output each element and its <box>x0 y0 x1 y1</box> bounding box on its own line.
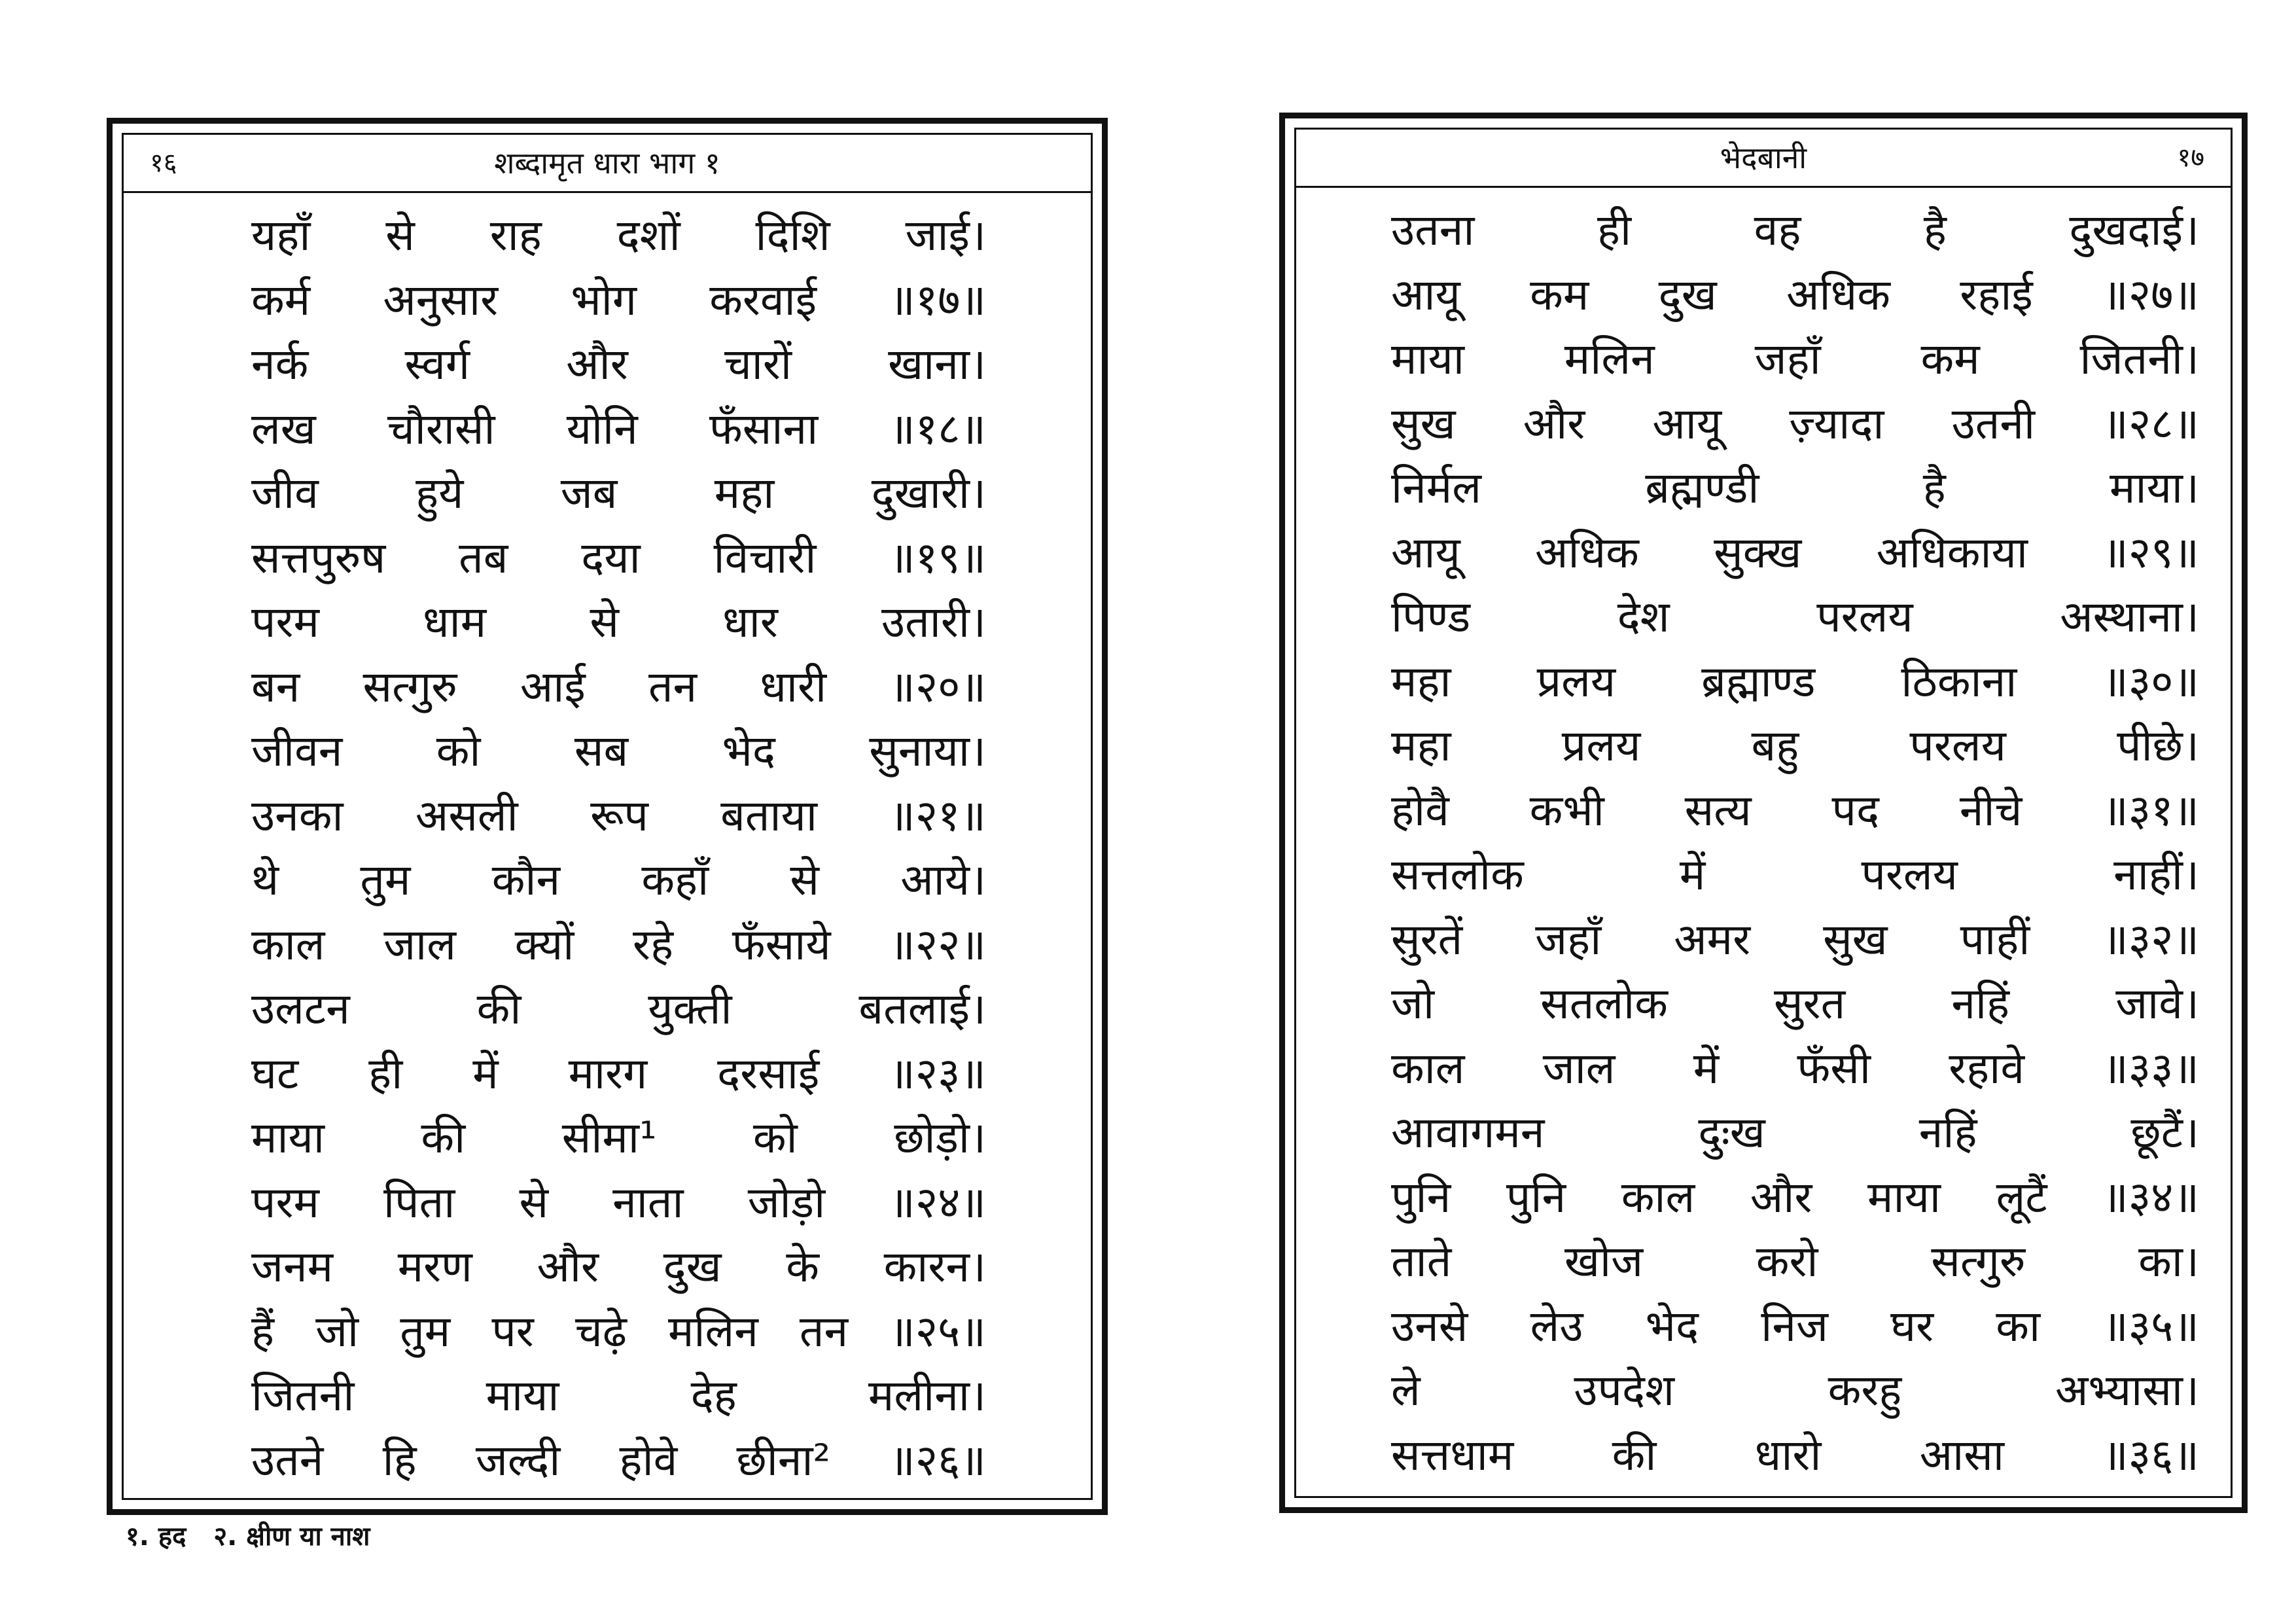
verse-word: को <box>752 1113 798 1163</box>
verse-line <box>1391 198 2199 263</box>
verse-word: मलीना। <box>868 1370 986 1421</box>
verse-word: धाम <box>423 597 487 647</box>
verse-word: आसा <box>1919 1429 2004 1480</box>
verse-line <box>1391 650 2199 715</box>
verse-word: सत्तलोक <box>1391 849 1524 900</box>
verse-line <box>1391 908 2199 972</box>
verse-word: दया <box>581 532 641 583</box>
verse-word: देह <box>690 1370 737 1421</box>
verse-word: थे <box>251 855 279 905</box>
verse-line <box>1391 1423 2199 1488</box>
verse-word: ॥२४॥ <box>889 1177 986 1228</box>
verse-word: दिशि <box>755 210 830 260</box>
left-page-number: १६ <box>150 148 177 178</box>
verse-word: नीचे <box>1959 785 2022 836</box>
verse-word: असली <box>415 790 518 841</box>
verse-word: नाहीं। <box>2113 849 2199 900</box>
verse-word: आयू <box>1391 269 1460 320</box>
verse-word: देश <box>1617 592 1670 642</box>
verse-line <box>251 1171 986 1236</box>
verse-word: कौन <box>491 855 561 905</box>
verse-word: जीव <box>251 468 319 518</box>
right-page-header <box>1296 130 2231 188</box>
verse-word: तुम <box>360 855 411 905</box>
verse-word: सत्तपुरुष <box>251 532 386 583</box>
verse-word: और <box>1750 1171 1812 1222</box>
verse-word: आयू <box>1652 398 1722 449</box>
left-verse-list <box>124 204 1091 1493</box>
verse-word: ॥३२॥ <box>2102 914 2199 965</box>
verse-word: अधिक <box>1535 527 1639 578</box>
verse-word: और <box>537 1241 599 1292</box>
verse-word: मारग <box>568 1048 648 1099</box>
verse-word: ॥२५॥ <box>889 1306 986 1357</box>
verse-word: उतारी। <box>881 597 986 647</box>
verse-word: स्वर्ग <box>404 339 470 389</box>
verse-word: उलटन <box>251 984 350 1034</box>
verse-line <box>1391 1294 2199 1359</box>
verse-word: पिण्ड <box>1391 592 1471 642</box>
verse-word: बहु <box>1751 721 1799 771</box>
verse-word: में <box>472 1048 499 1099</box>
verse-word: माया। <box>2110 463 2199 513</box>
verse-word: तन <box>648 661 698 712</box>
verse-word: आयू <box>1391 527 1460 578</box>
verse-word: खोज <box>1564 1236 1644 1287</box>
verse-word: ब्रह्माण्ड <box>1701 656 1816 707</box>
verse-word: ॥२९॥ <box>2102 527 2199 578</box>
verse-word: अनुसार <box>383 274 499 325</box>
verse-word: सुरतें <box>1391 914 1463 965</box>
verse-word: ॥१७॥ <box>889 274 986 325</box>
verse-word: माया <box>1867 1171 1941 1222</box>
verse-line <box>1391 1037 2199 1101</box>
verse-word: ॥२२॥ <box>889 919 986 970</box>
verse-word: ॥२६॥ <box>889 1435 986 1486</box>
verse-line <box>1391 972 2199 1037</box>
verse-word: कभी <box>1529 785 1604 836</box>
verse-word: जो <box>315 1306 359 1357</box>
verse-word: धार <box>722 597 778 647</box>
verse-word: दशों <box>616 210 680 260</box>
verse-word: बन <box>251 661 300 712</box>
verse-word: चारों <box>724 339 792 389</box>
verse-word: नर्क <box>251 339 309 389</box>
verse-word: ॥३०॥ <box>2102 656 2199 707</box>
verse-word: की <box>476 984 521 1034</box>
footnote-1: १. हद <box>126 1522 186 1552</box>
verse-word: पद <box>1831 785 1880 836</box>
left-page-header <box>124 135 1091 193</box>
verse-word: ज़्यादा <box>1789 398 1884 449</box>
verse-word: पीछे। <box>2117 721 2199 771</box>
verse-word: ॥२३॥ <box>889 1048 986 1099</box>
verse-word: क्यों <box>514 919 574 970</box>
verse-word: राह <box>489 210 542 260</box>
verse-word: उनसे <box>1391 1300 1468 1351</box>
verse-word: निज <box>1761 1300 1828 1351</box>
left-page-frame <box>122 133 1093 1500</box>
footnotes <box>126 1517 388 1553</box>
verse-word: ठिकाना <box>1901 656 2017 707</box>
verse-line <box>251 784 986 849</box>
verse-word: अमर <box>1674 914 1751 965</box>
verse-word: काल <box>251 919 325 970</box>
verse-word: करवाई <box>709 274 817 325</box>
verse-word: में <box>1693 1043 1720 1094</box>
verse-word: मलिन <box>1564 334 1655 384</box>
verse-word: कर्म <box>251 274 311 325</box>
verse-word: जहाँ <box>1754 334 1821 384</box>
verse-line <box>251 332 986 397</box>
verse-word: वह <box>1754 205 1801 255</box>
verse-word: ॥१८॥ <box>889 403 986 454</box>
verse-word: धारी <box>760 661 827 712</box>
right-page-number: १७ <box>2177 143 2204 173</box>
left-page-title: शब्दामृत धारा भाग १ <box>494 145 720 181</box>
verse-word: जो <box>1391 978 1435 1029</box>
verse-word: ॥३६॥ <box>2102 1429 2199 1480</box>
verse-word: पुनि <box>1391 1171 1451 1222</box>
verse-word: करो <box>1756 1236 1818 1287</box>
left-page <box>107 118 1108 1515</box>
verse-word: मरण <box>397 1241 472 1292</box>
verse-word: उनका <box>251 790 344 841</box>
verse-word: दुखदाई। <box>2069 205 2199 255</box>
verse-line <box>251 655 986 720</box>
verse-word: से <box>519 1177 549 1228</box>
verse-word: सत्तधाम <box>1391 1429 1514 1480</box>
verse-word: कम <box>1920 334 1980 384</box>
verse-word: परलय <box>1816 592 1913 642</box>
verse-word: नाता <box>612 1177 684 1228</box>
verse-word: रूप <box>590 790 648 841</box>
verse-word: उपदेश <box>1574 1365 1674 1416</box>
verse-word: छीना² <box>736 1435 831 1486</box>
verse-word: आई <box>520 661 586 712</box>
verse-word: तन <box>799 1306 849 1357</box>
verse-word: जावे। <box>2115 978 2199 1029</box>
verse-word: लूटैं <box>1996 1171 2047 1222</box>
verse-word: ताते <box>1391 1236 1452 1287</box>
verse-word: भेद <box>1645 1300 1699 1351</box>
verse-word: पाहीं <box>1960 914 2030 965</box>
verse-word: आये। <box>900 855 986 905</box>
verse-word: ही <box>1597 205 1632 255</box>
verse-word: से <box>790 855 820 905</box>
verse-word: सुख <box>1823 914 1888 965</box>
verse-word: से <box>385 210 415 260</box>
verse-word: सुरत <box>1774 978 1846 1029</box>
verse-word: दुख <box>663 1241 722 1292</box>
verse-word: हि <box>382 1435 417 1486</box>
verse-word: रहाई <box>1960 269 2033 320</box>
verse-word: उतना <box>1391 205 1475 255</box>
verse-line <box>251 719 986 784</box>
verse-word: सुक्ख <box>1714 527 1802 578</box>
verse-line <box>251 1235 986 1300</box>
verse-word: सत्य <box>1684 785 1752 836</box>
verse-word: माया <box>486 1370 559 1421</box>
verse-word: महा <box>1391 721 1451 771</box>
verse-line <box>251 1042 986 1107</box>
verse-word: पुनि <box>1506 1171 1566 1222</box>
verse-word: नहिं <box>1951 978 2010 1029</box>
verse-line <box>1391 1230 2199 1294</box>
verse-line <box>1391 392 2199 457</box>
verse-word: अधिक <box>1786 269 1890 320</box>
verse-word: यहाँ <box>251 210 311 260</box>
verse-word: और <box>566 339 628 389</box>
verse-word: हैं <box>251 1306 275 1357</box>
verse-word: लख <box>251 403 316 454</box>
right-page-frame <box>1294 128 2233 1498</box>
verse-word: दुखारी। <box>871 468 986 518</box>
verse-word: उतनी <box>1951 398 2036 449</box>
verse-word: योनि <box>566 403 638 454</box>
verse-word: ॥२८॥ <box>2102 398 2199 449</box>
verse-word: और <box>1523 398 1585 449</box>
verse-word: भोग <box>571 274 637 325</box>
verse-word: ॥१९॥ <box>889 532 986 583</box>
verse-word: तुम <box>400 1306 451 1357</box>
verse-word: जल्दी <box>475 1435 561 1486</box>
verse-word: होवे <box>619 1435 678 1486</box>
verse-word: जोड़ो <box>747 1177 826 1228</box>
verse-word: हुये <box>415 468 464 518</box>
verse-line <box>1391 843 2199 908</box>
verse-word: आवागमन <box>1391 1107 1545 1158</box>
verse-word: जाई। <box>905 210 986 260</box>
verse-word: फँसी <box>1797 1043 1871 1094</box>
verse-word: माया <box>251 1113 325 1163</box>
verse-word: परम <box>251 1177 319 1228</box>
verse-line <box>1391 1101 2199 1166</box>
verse-word: सीमा¹ <box>561 1113 657 1163</box>
verse-word: जितनी <box>251 1370 355 1421</box>
verse-line <box>1391 714 2199 779</box>
verse-word: घट <box>251 1048 299 1099</box>
verse-word: जीवन <box>251 726 343 776</box>
verse-line <box>251 913 986 978</box>
verse-word: तब <box>459 532 508 583</box>
verse-word: महा <box>714 468 775 518</box>
verse-word: काल <box>1621 1171 1695 1222</box>
verse-word: में <box>1679 849 1706 900</box>
verse-word: सत्गुरु <box>1931 1236 2026 1287</box>
verse-word: ॥३४॥ <box>2102 1171 2199 1222</box>
verse-word: युक्ती <box>648 984 732 1034</box>
verse-word: बतलाई। <box>858 984 986 1034</box>
verse-word: ही <box>368 1048 403 1099</box>
verse-word: निर्मल <box>1391 463 1481 513</box>
verse-word: पिता <box>383 1177 455 1228</box>
verse-line <box>251 1106 986 1171</box>
verse-word: फँसाना <box>709 403 819 454</box>
verse-line <box>251 977 986 1042</box>
verse-word: अधिकाया <box>1876 527 2028 578</box>
verse-line <box>1391 521 2199 586</box>
verse-line <box>251 461 986 526</box>
verse-word: प्रलय <box>1561 721 1641 771</box>
verse-word: मलिन <box>667 1306 758 1357</box>
verse-word: कम <box>1530 269 1589 320</box>
verse-word: की <box>1612 1429 1657 1480</box>
verse-word: घर <box>1890 1300 1934 1351</box>
verse-word: ॥२०॥ <box>889 661 986 712</box>
verse-line <box>251 1364 986 1429</box>
verse-word: होवै <box>1391 785 1449 836</box>
verse-word: परलय <box>1861 849 1958 900</box>
footnote-2: २. क्षीण या नाश <box>213 1522 370 1552</box>
verse-word: जब <box>560 468 618 518</box>
right-page-title: भेदबानी <box>1720 140 1807 175</box>
verse-word: अभ्यासा। <box>2055 1365 2199 1416</box>
verse-line <box>1391 327 2199 392</box>
verse-word: जहाँ <box>1535 914 1602 965</box>
verse-word: महा <box>1391 656 1451 707</box>
verse-word: छोड़ो। <box>894 1113 986 1163</box>
verse-word: रहावे <box>1949 1043 2025 1094</box>
verse-word: जितनी। <box>2079 334 2199 384</box>
verse-word: की <box>421 1113 466 1163</box>
verse-word: काल <box>1391 1043 1465 1094</box>
verse-line <box>251 204 986 268</box>
verse-word: सुख <box>1391 398 1456 449</box>
verse-word: कारन। <box>883 1241 986 1292</box>
verse-word: दरसाई <box>717 1048 820 1099</box>
verse-word: लेउ <box>1530 1300 1583 1351</box>
verse-word: चढ़े <box>574 1306 627 1357</box>
verse-word: ॥२१॥ <box>889 790 986 841</box>
verse-word: प्रलय <box>1536 656 1616 707</box>
verse-line <box>251 1429 986 1493</box>
verse-word: रहे <box>633 919 674 970</box>
verse-word: सत्गुरु <box>362 661 457 712</box>
verse-word: परलय <box>1909 721 2006 771</box>
right-verse-list <box>1296 198 2231 1488</box>
verse-line <box>1391 779 2199 844</box>
verse-line <box>251 397 986 462</box>
verse-word: जनम <box>251 1241 334 1292</box>
verse-word: जाल <box>1542 1043 1616 1094</box>
verse-line <box>251 268 986 333</box>
verse-word: विचारी <box>713 532 817 583</box>
verse-word: दुख <box>1658 269 1717 320</box>
verse-word: सुनाया। <box>869 726 986 776</box>
verse-word: धारो <box>1754 1429 1822 1480</box>
verse-line <box>251 526 986 591</box>
verse-line <box>1391 1166 2199 1230</box>
verse-word: जाल <box>383 919 457 970</box>
verse-word: ले <box>1391 1365 1421 1416</box>
verse-word: बताया <box>720 790 817 841</box>
verse-word: के <box>786 1241 819 1292</box>
verse-word: फँसाये <box>732 919 831 970</box>
verse-word: का। <box>2138 1236 2199 1287</box>
verse-line <box>251 1300 986 1364</box>
verse-word: सब <box>574 726 629 776</box>
verse-word: ॥२७॥ <box>2102 269 2199 320</box>
verse-line <box>1391 1359 2199 1423</box>
verse-line <box>1391 456 2199 521</box>
verse-word: अस्थाना। <box>2060 592 2199 642</box>
verse-word: पर <box>491 1306 534 1357</box>
verse-word: है <box>1922 463 1946 513</box>
verse-word: दुःख <box>1698 1107 1765 1158</box>
verse-word: माया <box>1391 334 1464 384</box>
verse-word: नहिं <box>1918 1107 1977 1158</box>
verse-word: ॥३५॥ <box>2102 1300 2199 1351</box>
verse-word: से <box>590 597 620 647</box>
verse-word: को <box>436 726 481 776</box>
verse-word: परम <box>251 597 319 647</box>
verse-word: खाना। <box>888 339 986 389</box>
verse-word: भेद <box>722 726 775 776</box>
verse-word: कहाँ <box>641 855 709 905</box>
verse-word: करहु <box>1828 1365 1902 1416</box>
verse-line <box>251 590 986 655</box>
verse-word: सतलोक <box>1540 978 1668 1029</box>
verse-word: का <box>1996 1300 2041 1351</box>
verse-word: है <box>1923 205 1947 255</box>
verse-line <box>1391 585 2199 650</box>
verse-word: ॥३३॥ <box>2102 1043 2199 1094</box>
verse-word: उतने <box>251 1435 324 1486</box>
verse-word: चौरासी <box>387 403 495 454</box>
verse-line <box>251 848 986 913</box>
verse-line <box>1391 263 2199 328</box>
verse-word: ॥३१॥ <box>2102 785 2199 836</box>
right-page <box>1279 113 2248 1513</box>
verse-word: ब्रह्मण्डी <box>1645 463 1759 513</box>
verse-word: छूटैं। <box>2130 1107 2199 1158</box>
